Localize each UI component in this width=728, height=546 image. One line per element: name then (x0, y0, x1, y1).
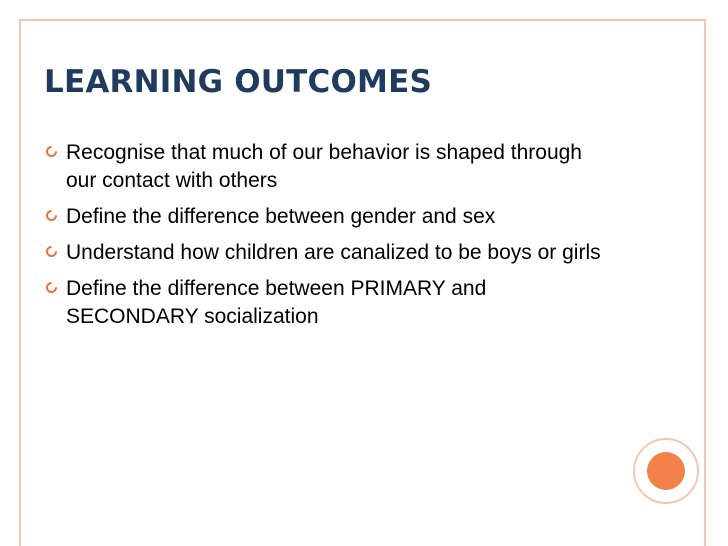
orange-circle-decoration-icon (647, 452, 685, 490)
bullet-text: Define the difference between gender and sex (66, 205, 496, 228)
bullet-item (46, 203, 606, 231)
open-circle-bullet-icon (44, 280, 60, 296)
bullet-item (46, 275, 606, 331)
open-circle-bullet-icon (44, 144, 60, 160)
open-circle-bullet-icon (44, 208, 60, 224)
open-circle-bullet-icon (44, 244, 60, 260)
bullet-item (46, 139, 606, 195)
bullet-text: Understand how children are canalized to be boys or girls (66, 241, 601, 264)
bullet-list (46, 139, 606, 339)
slide-title: LEARNING OUTCOMES (44, 64, 432, 100)
bullet-text: Recognise that much of our behavior is shaped through our contact with others (66, 141, 582, 192)
bullet-text: Define the difference between PRIMARY and SECONDARY socialization (66, 277, 487, 328)
bullet-item (46, 239, 606, 267)
